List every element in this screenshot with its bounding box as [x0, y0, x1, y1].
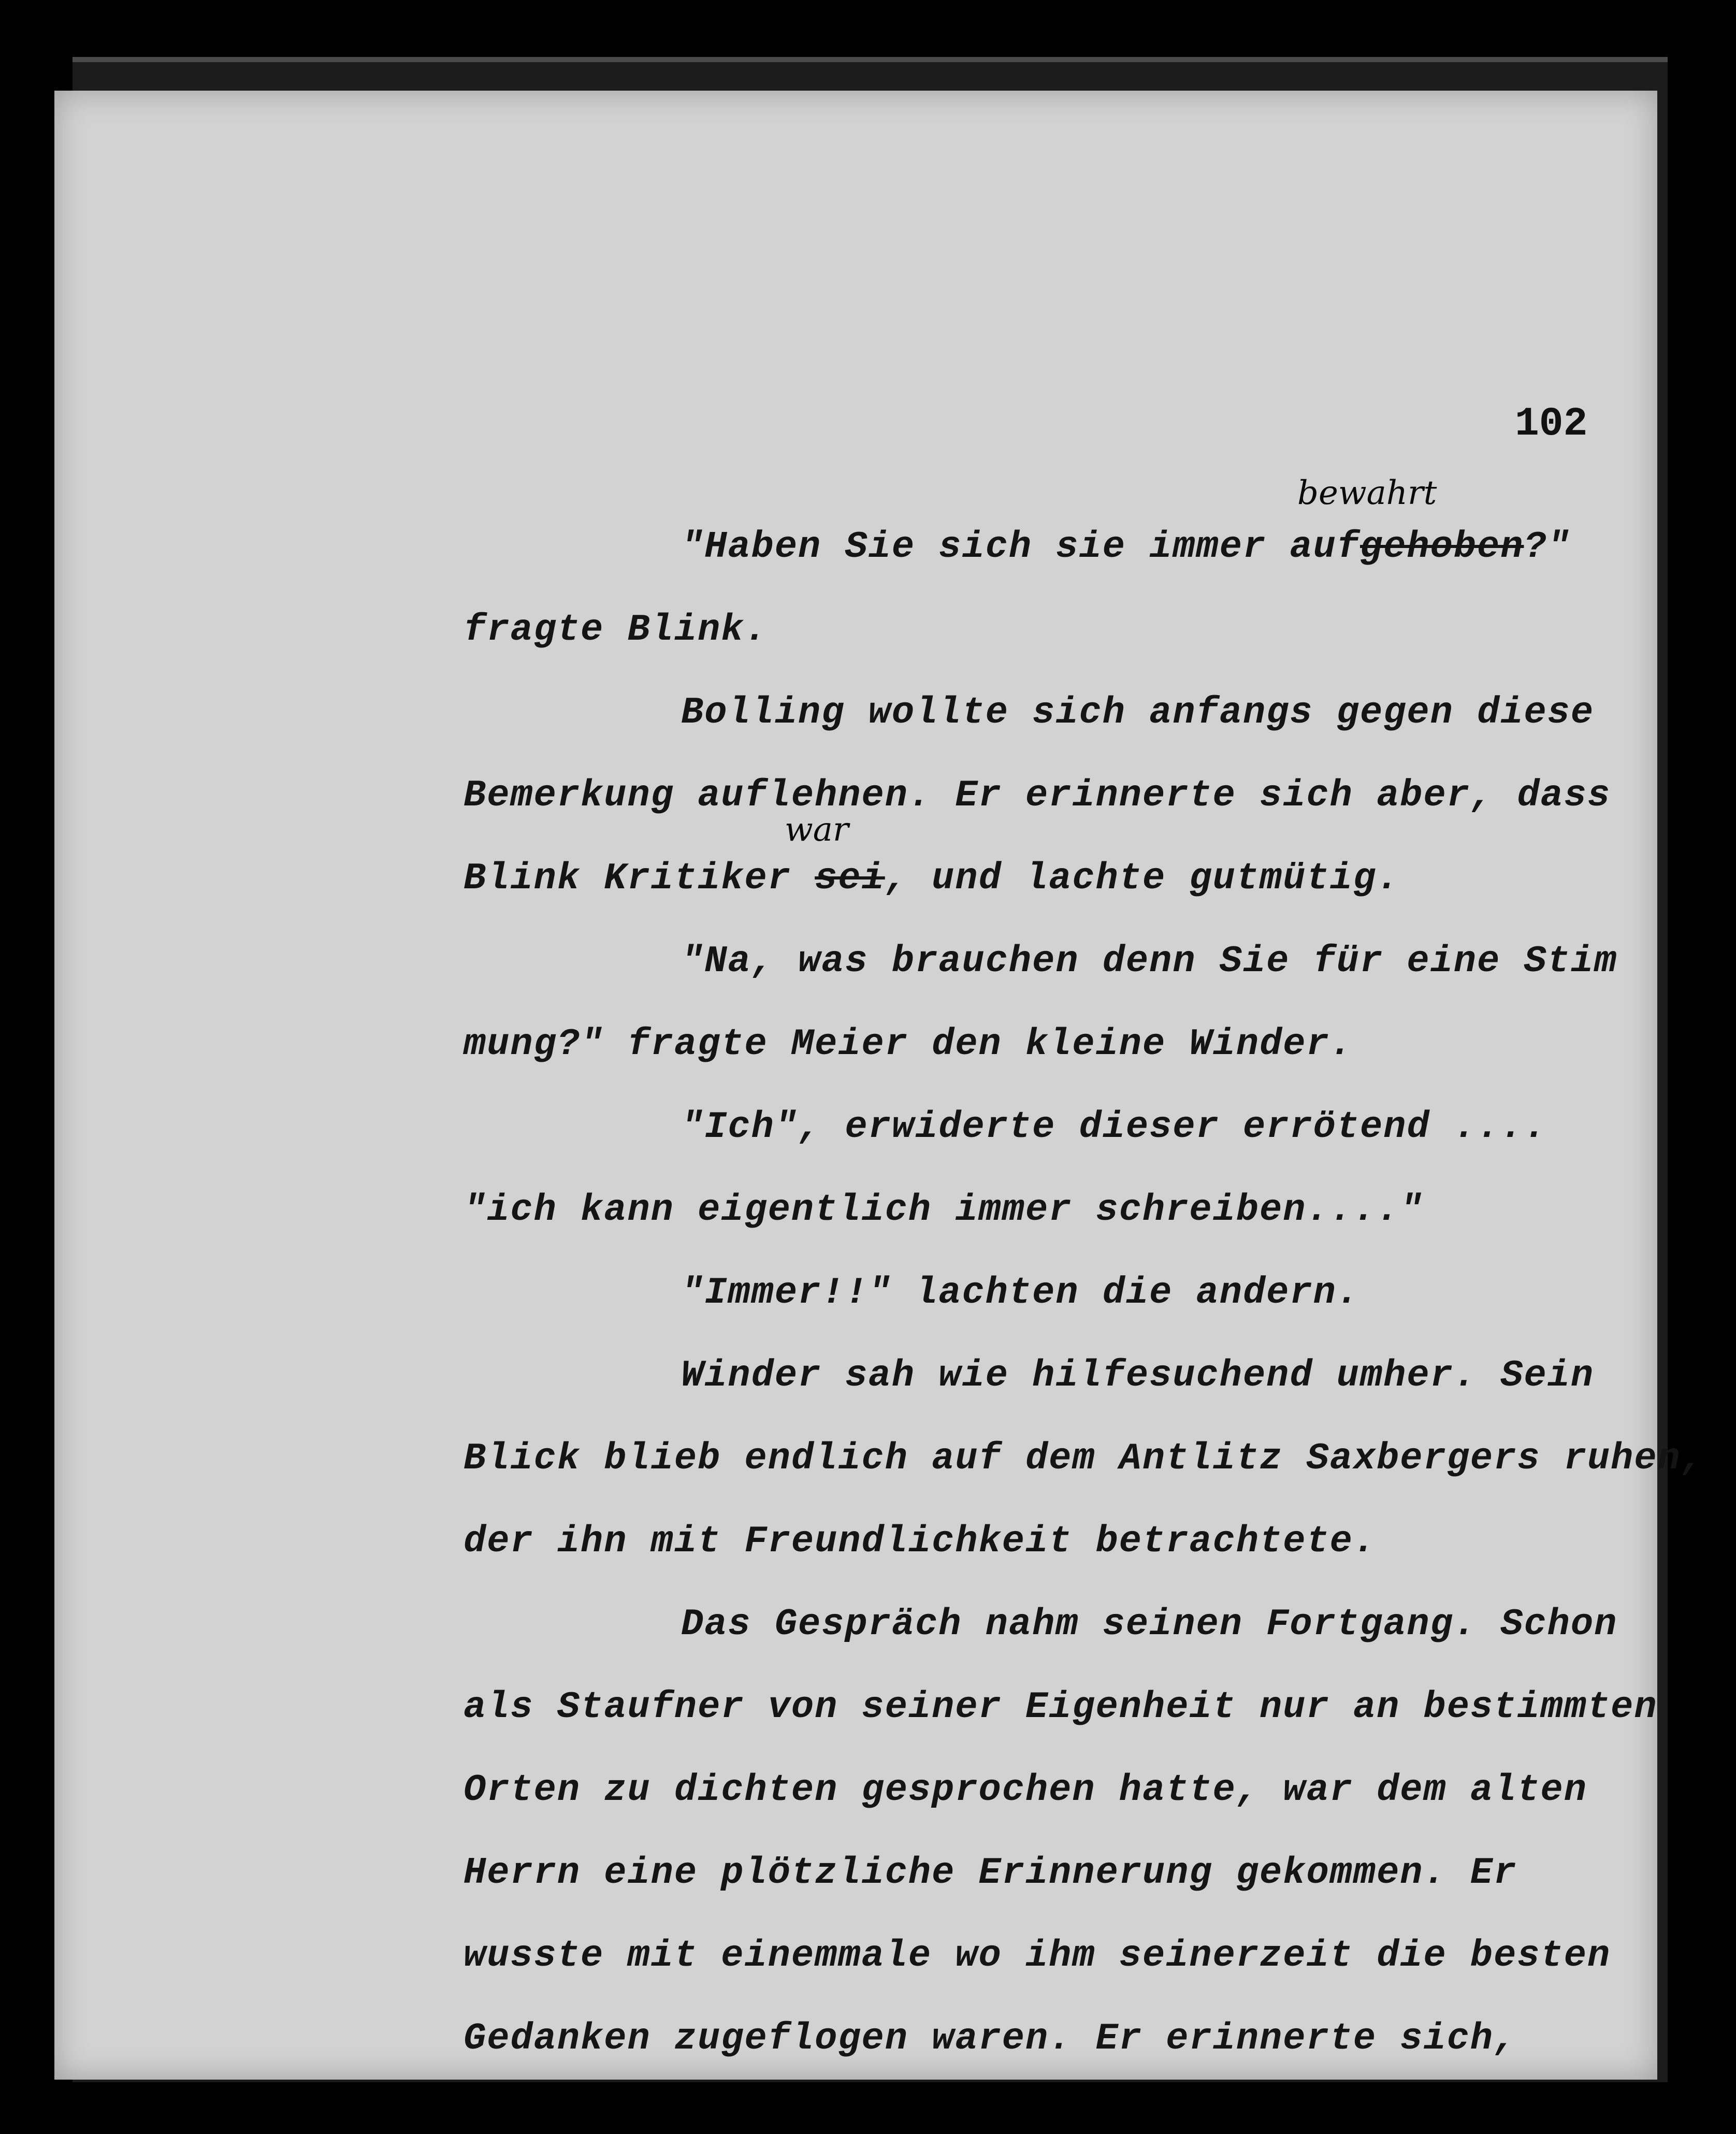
- typescript-page: [54, 91, 1704, 2080]
- text-line-6: "Na, was brauchen denn Sie für eine Stim: [681, 940, 1618, 983]
- line-5-before: Blink Kritiker: [464, 857, 815, 900]
- text-line-3: Bolling wollte sich anfangs gegen diese: [681, 691, 1595, 734]
- line-5-after: , und lachte gutmütig.: [885, 857, 1400, 900]
- text-line-2: fragte Blink.: [464, 609, 768, 651]
- text-line-1: [681, 526, 1571, 568]
- text-line-9: "ich kann eigentlich immer schreiben....": [464, 1189, 1424, 1231]
- text-line-14: Das Gespräch nahm seinen Fortgang. Schon: [681, 1603, 1618, 1646]
- text-line-11: Winder sah wie hilfesuchend umher. Sein: [681, 1354, 1595, 1397]
- line-1-after: ?": [1524, 526, 1571, 568]
- text-line-19: Gedanken zugeflogen waren. Er erinnerte sich,: [464, 2017, 1517, 2060]
- page-number: 102: [1515, 401, 1588, 447]
- text-line-16: Orten zu dichten gesprochen hatte, war dem alten: [464, 1769, 1587, 1811]
- text-line-17: Herrn eine plötzliche Erinnerung gekommen. Er: [464, 1852, 1517, 1894]
- text-line-15: als Staufner von seiner Eigenheit nur an bestimmten: [464, 1686, 1658, 1728]
- text-line-4: Bemerkung auflehnen. Er erinnerte sich aber, dass: [464, 774, 1611, 817]
- text-line-7: mung?" fragte Meier den kleine Winder.: [464, 1023, 1353, 1065]
- handwritten-correction-1: bewahrt: [1297, 474, 1437, 512]
- text-line-18: wusste mit einemmale wo ihm seinerzeit die besten: [464, 1935, 1611, 1977]
- handwritten-correction-2: war: [785, 811, 849, 849]
- line-5-struck-word: sei: [815, 857, 885, 900]
- text-line-13: der ihn mit Freundlichkeit betrachtete.: [464, 1520, 1377, 1563]
- line-1-struck-word: gehoben: [1360, 526, 1524, 568]
- text-line-12: Blick blieb endlich auf dem Antlitz Saxbergers ruhen,: [464, 1437, 1704, 1480]
- text-line-8: "Ich", erwiderte dieser errötend ....: [681, 1106, 1547, 1148]
- line-1-before: "Haben Sie sich sie immer auf: [681, 526, 1361, 568]
- text-line-10: "Immer!!" lachten die andern.: [681, 1272, 1361, 1314]
- text-line-5: [464, 857, 1400, 900]
